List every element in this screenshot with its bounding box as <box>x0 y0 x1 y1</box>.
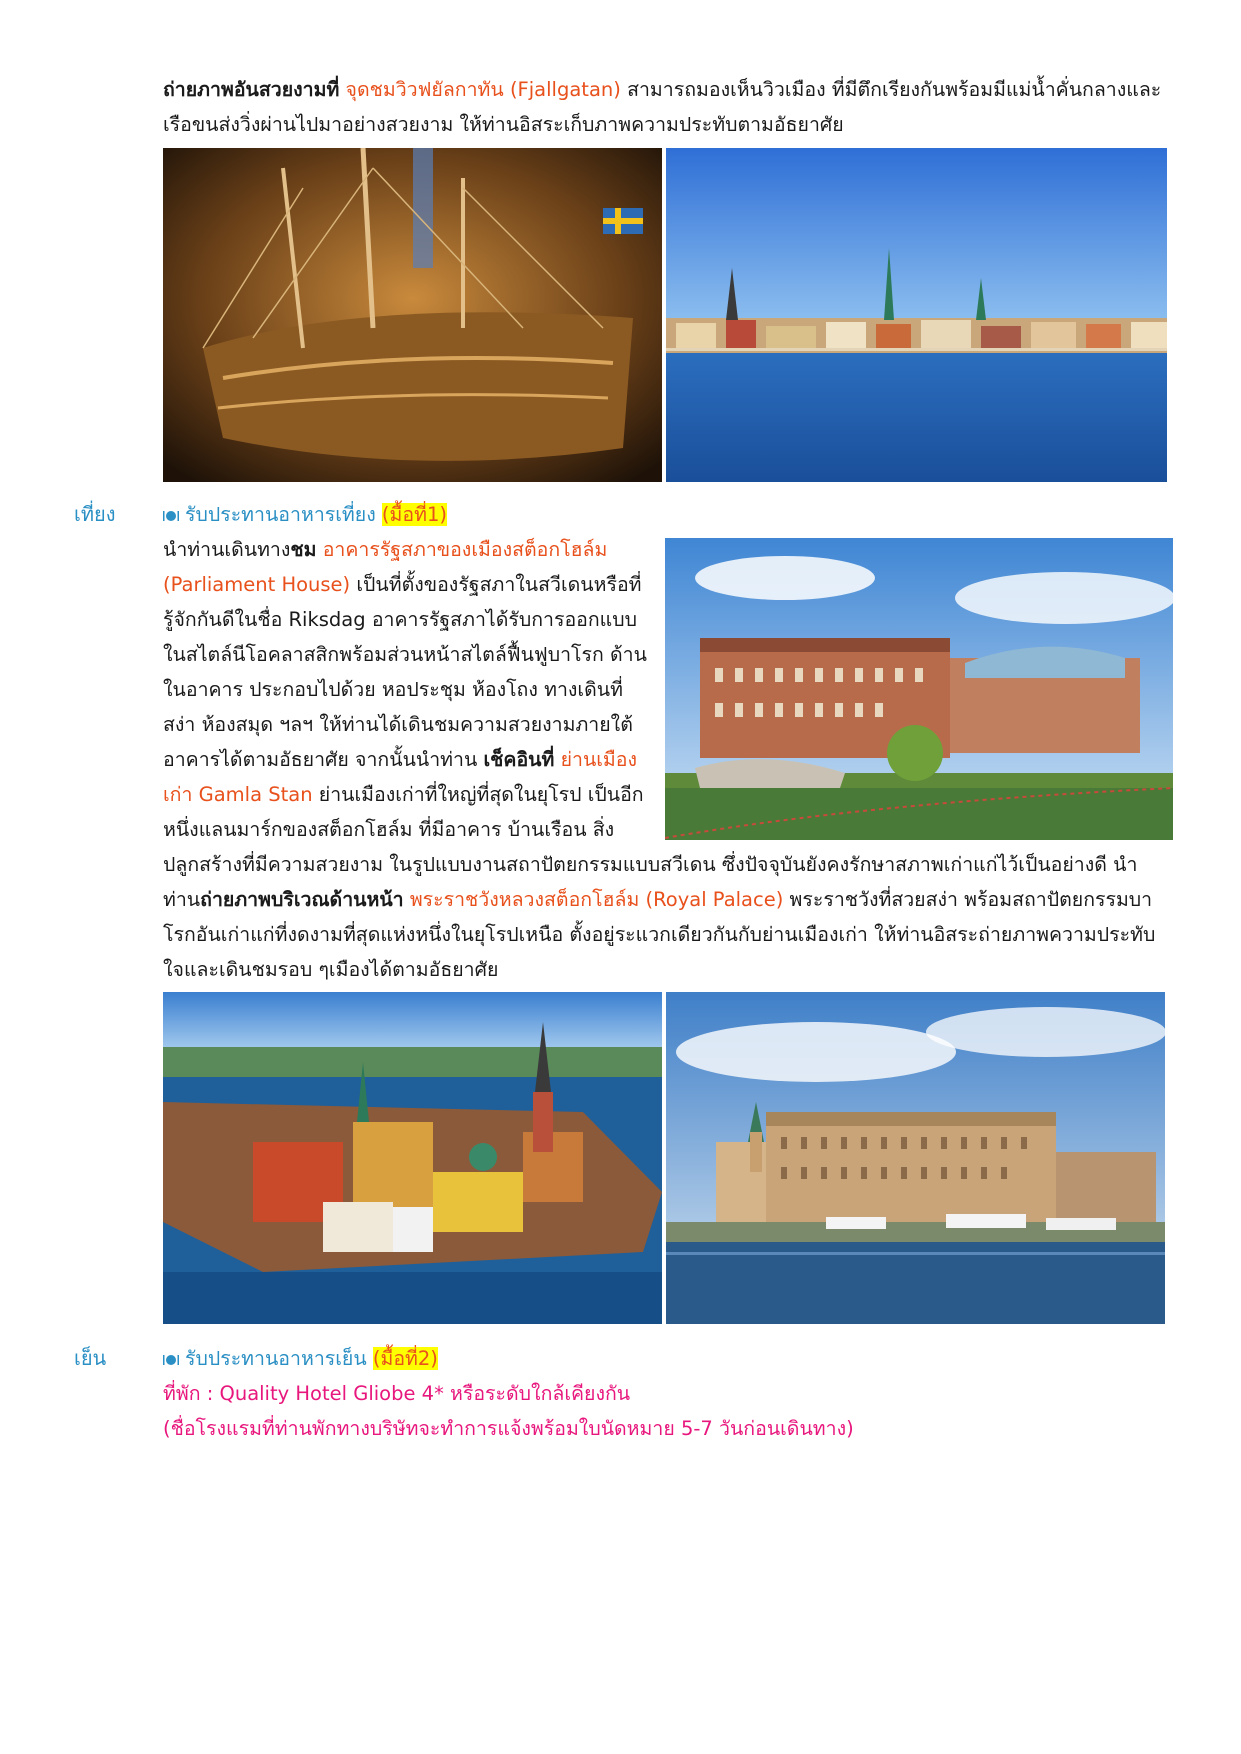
parliament-highlight-3: พระราชวังหลวงสต็อกโฮล์ม (Royal Palace) <box>409 888 784 911</box>
parliament-text-3: พระราชวังที่สวยสง่า พร้อมสถาปัตยกรรมบาโรกอันเก่าแก่ที่งดงามที่สุดแห่งหนึ่งในยุโรปเหนือ ตั้งอยู่ระแวกเดียวกันกับย่านเมืองเก่า ให้ท่านอิสระถ่ายภาพความประทับใจและเดินชมรอบ ๆเมืองได้ตามอัธยาศัย <box>163 888 1156 981</box>
intro-highlight: จุดชมวิวฟยัลกาทัน (Fjallgatan) <box>345 78 621 101</box>
royal-palace-photo <box>666 992 1165 1324</box>
dinner-title: รับประทานอาหารเย็น <box>185 1347 367 1370</box>
parliament-paragraph <box>163 532 1173 987</box>
dinner-label: เย็น <box>74 1346 107 1370</box>
vasa-ship-photo <box>163 148 662 482</box>
parliament-house-photo <box>665 538 1173 840</box>
parliament-bold-3: ถ่ายภาพบริเวณด้านหน้า <box>200 888 404 911</box>
lunch-label: เที่ยง <box>74 502 116 526</box>
lunch-heading <box>163 497 1173 532</box>
lunch-meal-number: (มื้อที่1) <box>381 503 447 526</box>
stockholm-skyline-photo <box>666 148 1167 482</box>
lunch-title: รับประทานอาหารเที่ยง <box>185 503 376 526</box>
parliament-bold-2: เช็คอินที่ <box>483 748 555 771</box>
parliament-bold-1: ชม <box>290 538 317 561</box>
parliament-lead: นำท่านเดินทาง <box>163 538 291 561</box>
hotel-note: (ชื่อโรงแรมที่ท่านพักทางบริษัทจะทำการแจ้งพร้อมใบนัดหมาย 5-7 วันก่อนเดินทาง) <box>163 1417 854 1440</box>
intro-bold: ถ่ายภาพอันสวยงามที่ <box>163 78 340 101</box>
hotel-line: ที่พัก : Quality Hotel Gliobe 4* หรือระดับใกล้เคียงกัน <box>163 1382 631 1405</box>
dinner-heading <box>163 1341 1173 1376</box>
gamla-stan-photo <box>163 992 662 1324</box>
intro-text: สามารถมองเห็นวิวเมือง ที่มีตึกเรียงกันพร้อมมีแม่น้ำคั่นกลางและเรือขนส่งวิ่งผ่านไปมาอย่างสวยงาม ให้ท่านอิสระเก็บภาพความประทับตามอัธยาศัย <box>163 78 1162 136</box>
meal-icon <box>163 1342 179 1354</box>
meal-icon <box>163 498 179 510</box>
dinner-meal-number: (มื้อที่2) <box>372 1347 438 1370</box>
parliament-text-2: ย่านเมืองเก่าที่ใหญ่ที่สุดในยุโรป เป็นอีกหนึ่งแลนมาร์กของสต็อกโฮล์ม ที่มีอาคาร บ้านเรือน สิ่งปลูกสร้างที่มีความสวยงาม ในรูปแบบงานสถาปัตยกรรมแบบสวีเดน ซึ่งปัจจุบันยังคงรักษาสภาพเก่าแก่ไว้เป็นอย่างดี นำท่าน <box>163 783 1138 911</box>
parliament-highlight-1: อาคารรัฐสภาของเมืองสต็อกโฮล์ม (Parliament House) <box>163 538 608 596</box>
parliament-highlight-2: ย่านเมืองเก่า Gamla Stan <box>163 748 638 806</box>
intro-paragraph <box>163 72 1173 142</box>
parliament-text-1: เป็นที่ตั้งของรัฐสภาในสวีเดนหรือที่รู้จักกันดีในชื่อ Riksdag อาคารรัฐสภาได้รับการออกแบบในสไตล์นีโอคลาสสิกพร้อมส่วนหน้าสไตล์ฟื้นฟูบาโรก ด้านในอาคาร ประกอบไปด้วย หอประชุม ห้องโถง ทางเดินที่สง่า ห้องสมุด ฯลฯ ให้ท่านได้เดินชมความสวยงามภายใต้อาคารได้ตามอัธยาศัย จากนั้นนำท่าน <box>163 573 647 771</box>
